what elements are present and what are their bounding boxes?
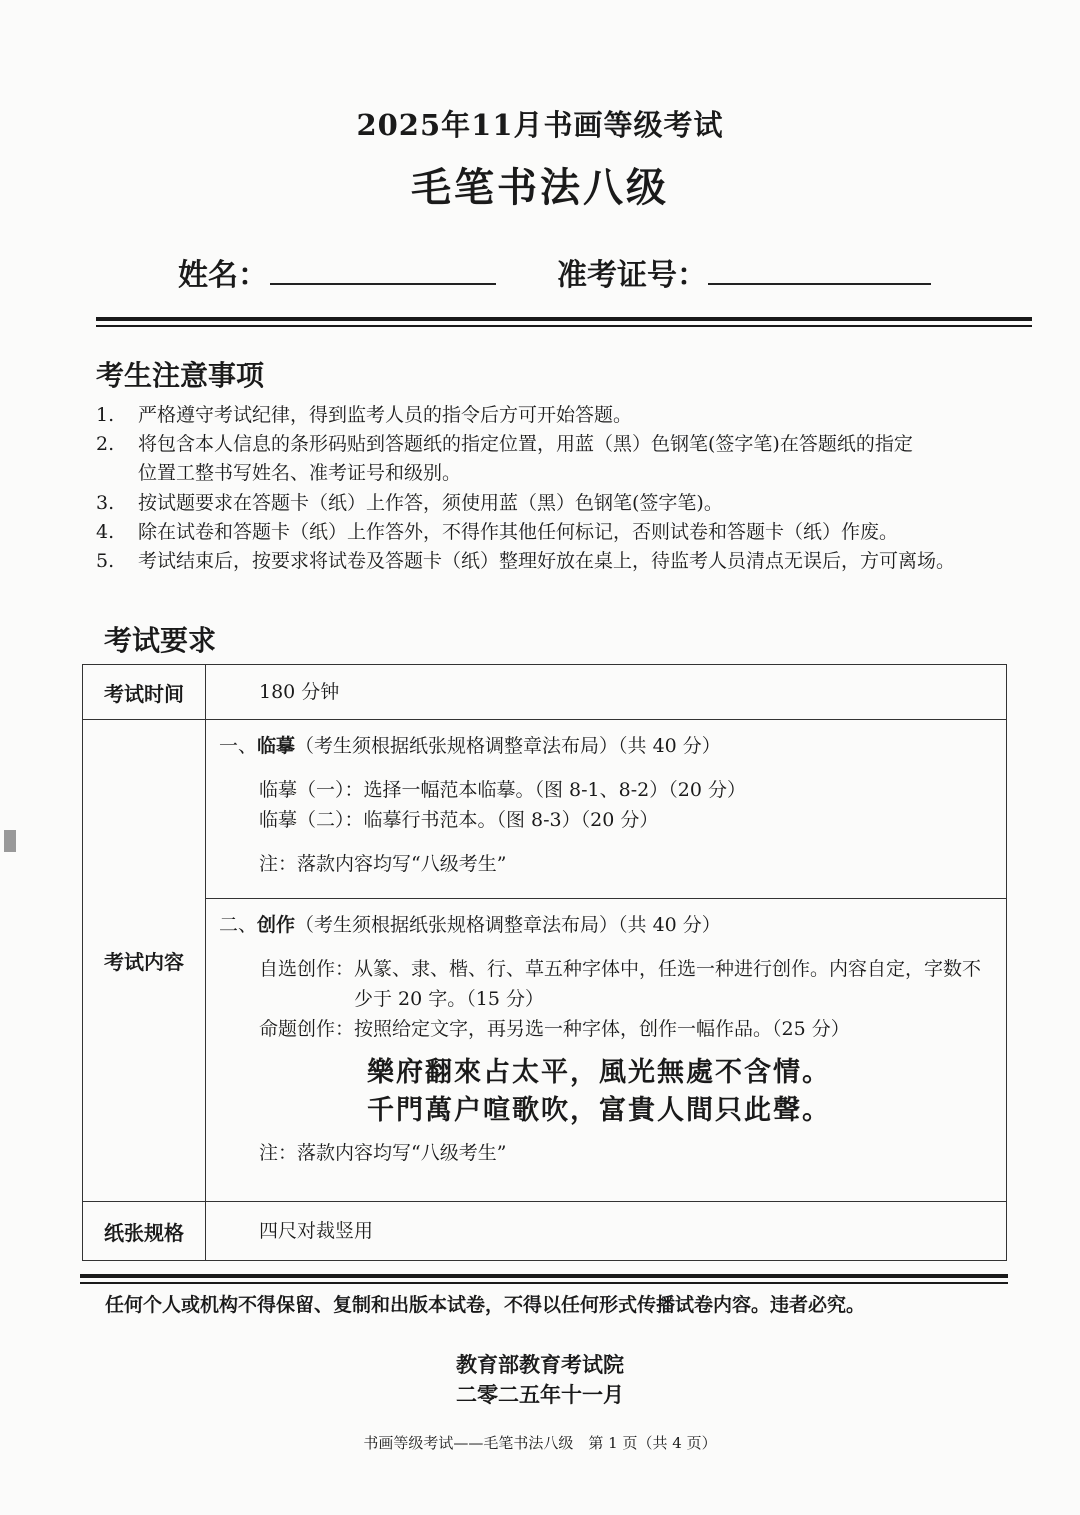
notice-heading: 考生注意事项	[96, 359, 265, 392]
copying-line-2: 临摹（二）：临摹行书范本。（图 8-3）（20 分）	[259, 809, 659, 831]
exam-subtitle: 毛笔书法八级	[411, 164, 669, 211]
copying-cell	[206, 720, 1007, 899]
notice-item	[96, 430, 916, 488]
topic-creation-text: 按照给定文字，再另选一种字体，创作一幅作品。（25 分）	[354, 1018, 850, 1040]
notice-item-text: 考试结束后，按要求将试卷及答题卡（纸）整理好放在桌上，待监考人员清点无误后，方可离场。	[138, 550, 956, 572]
copying-title: 临摹	[257, 735, 296, 757]
notice-item-number: 4.	[96, 521, 115, 543]
bottom-rule-thin	[80, 1282, 1008, 1284]
copying-heading	[219, 731, 993, 761]
notice-item-number: 5.	[96, 550, 115, 572]
time-cell	[206, 665, 1007, 720]
issuer-org: 教育部教育考试院	[456, 1352, 624, 1377]
creation-block	[207, 900, 1005, 1180]
notice-item-text: 严格遵守考试纪律，得到监考人员的指令后方可开始答题。	[138, 404, 633, 426]
paper-value: 四尺对裁竖用	[259, 1220, 374, 1242]
time-value: 180 分钟	[259, 681, 340, 703]
copying-block	[207, 721, 1005, 891]
notice-item	[96, 489, 996, 518]
poem-line-2: 千門萬户喧歌吹，富貴人間只此聲。	[367, 1095, 831, 1126]
copying-line-1: 临摹（一）：选择一幅范本临摹。（图 8-1、8-2）（20 分）	[259, 779, 746, 801]
exam-number-label: 准考证号：	[557, 258, 707, 293]
scan-mark	[4, 830, 16, 852]
creation-row	[83, 899, 1007, 1202]
paper-cell	[206, 1202, 1007, 1261]
poem-line-1: 樂府翻來占太平，風光無處不含情。	[367, 1057, 831, 1088]
issuer-date: 二零二五年十一月	[456, 1382, 624, 1407]
page-footer: 书画等级考试——毛笔书法八级 第 1 页（共 4 页）	[363, 1434, 717, 1452]
free-creation-text: 从篆、隶、楷、行、草五种字体中，任选一种进行创作。内容自定，字数不少于 20 字。（15 分）	[354, 958, 982, 1010]
notice-item-number: 3.	[96, 492, 115, 514]
topic-creation	[259, 1014, 993, 1044]
creation-note: 注：落款内容均写“八级考生”	[259, 1142, 507, 1164]
topic-creation-label: 命题创作：	[259, 1018, 355, 1040]
creation-desc: （考生须根据纸张规格调整章法布局）（共 40 分）	[295, 914, 721, 936]
notice-item-text: 除在试卷和答题卡（纸）上作答外，不得作其他任何标记，否则试卷和答题卡（纸）作废。	[138, 521, 899, 543]
time-label: 考试时间	[83, 665, 206, 720]
name-label: 姓名：	[178, 258, 268, 293]
name-blank	[270, 283, 496, 285]
creation-prefix: 二、	[219, 914, 258, 936]
top-rule-thin	[96, 325, 1032, 327]
requirements-heading: 考试要求	[104, 624, 217, 657]
creation-title: 创作	[257, 914, 296, 936]
notice-item-text: 将包含本人信息的条形码贴到答题纸的指定位置，用蓝（黑）色钢笔(签字笔)在答题纸的指定位置工整书写姓名、准考证号和级别。	[138, 433, 913, 484]
creation-cell	[206, 899, 1007, 1202]
content-label: 考试内容	[83, 720, 206, 1202]
notice-item	[96, 401, 996, 430]
content-row	[83, 720, 1007, 899]
creation-heading	[219, 910, 993, 940]
notice-item	[96, 547, 981, 576]
bottom-rule-thick	[80, 1274, 1008, 1278]
notice-item-number: 1.	[96, 404, 115, 426]
exam-number-blank	[708, 283, 931, 285]
copyright-warning: 任何个人或机构不得保留、复制和出版本试卷，不得以任何形式传播试卷内容。违者必究。	[105, 1294, 866, 1316]
notice-item	[96, 518, 996, 547]
copying-prefix: 一、	[219, 735, 258, 757]
requirements-table	[82, 664, 1007, 1261]
notice-item-number: 2.	[96, 433, 115, 455]
time-row	[83, 665, 1007, 720]
issuer	[0, 1350, 1080, 1410]
copying-desc: （考生须根据纸张规格调整章法布局）（共 40 分）	[295, 735, 721, 757]
top-rule-thick	[96, 317, 1032, 321]
free-creation-label: 自选创作：	[259, 958, 355, 980]
exam-title: 2025年11月书画等级考试	[356, 108, 724, 142]
copying-note: 注：落款内容均写“八级考生”	[259, 853, 507, 875]
free-creation	[259, 954, 993, 1014]
notice-item-text: 按试题要求在答题卡（纸）上作答，须使用蓝（黑）色钢笔(签字笔)。	[138, 492, 723, 514]
poem	[367, 1054, 993, 1130]
paper-row	[83, 1202, 1007, 1261]
paper-label: 纸张规格	[83, 1202, 206, 1261]
